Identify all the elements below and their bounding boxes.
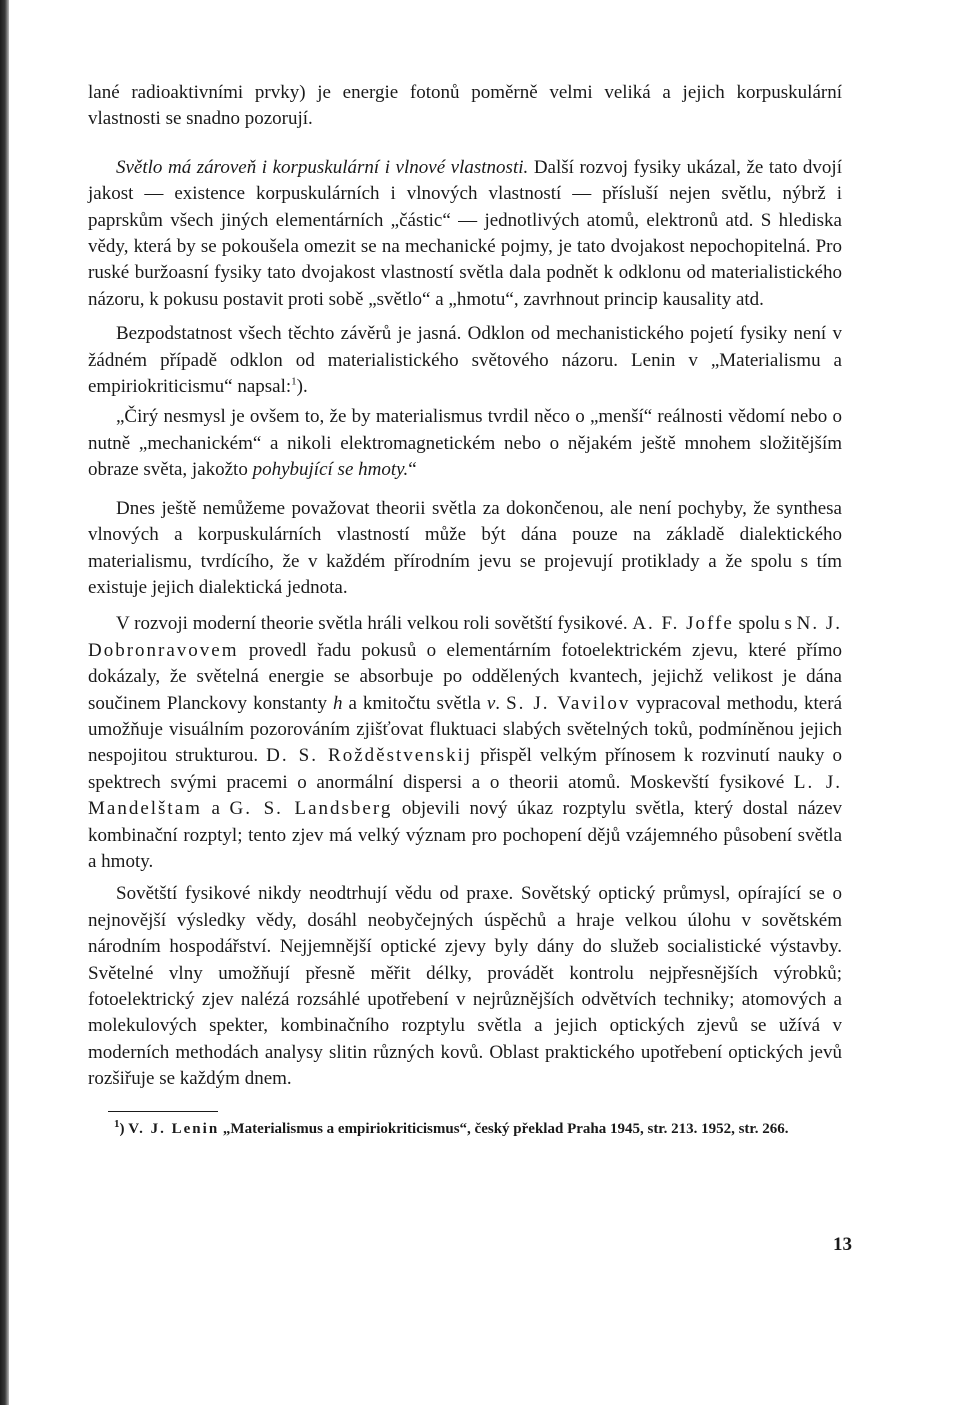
text-segment: a — [201, 798, 230, 820]
text-segment: ν — [486, 692, 496, 714]
text-segment: G. S. Landsberg — [229, 798, 393, 820]
paragraph-soviet-physicists — [88, 611, 842, 875]
paragraph-continuation — [88, 80, 842, 133]
text-segment: a kmitočtu světla — [342, 692, 487, 714]
text-segment: provedl řadu pokusů o elementárním fotoelektrickém zjevu, které přímo dokázaly, že světelná energie se absorbuje po oddělených kvantech, jejichž velikost je dána součinem Planckovy konstanty — [88, 639, 842, 714]
paragraph-theory-today — [88, 496, 842, 602]
text-segment: lané radioaktivními prvky) je energie fotonů poměrně velmi veliká a jejich korpuskulární vlastnosti se snadno pozorují. — [88, 82, 842, 130]
text-segment: 1 — [114, 1117, 120, 1130]
text-segment: objevili nový úkaz rozptylu světla, který dostal název kombinační rozptyl; tento zjev má velký význam pro pochopení dějů vzájemného působení světla a hmoty. — [88, 798, 843, 872]
text-segment: . — [495, 692, 507, 714]
text-segment: h — [332, 692, 343, 714]
footnote — [88, 1118, 842, 1140]
text-segment: Bezpodstatnost všech těchto závěrů je jasná. Odklon od mechanistického pojetí fysiky není v žádném případě odklon od materialistického světového názoru. Lenin v „Materialismu a empiriokriticismu“ napsal: — [88, 323, 842, 398]
text-segment: S. J. Vavilov — [506, 692, 631, 714]
text-segment: „Čirý nesmysl je ovšem to, že by materialismus tvrdil něco o „menší“ reálnosti vědomí nebo o nutně „mechanickém“ a nikoli elektromagnetickém nebo o nějakém ještě mnohem složitějším obraze světa, jakožto — [88, 406, 842, 481]
text-segment: Světlo má zároveň i korpuskulární i vlnové vlastnosti. — [116, 156, 529, 178]
book-page — [88, 80, 842, 1140]
paragraph-lenin-quote — [88, 404, 842, 483]
text-segment: přispěl velkým přínosem k rozvinutí nauky o spektrech svými pracemi o anormální dispersi a o theorii atomů. Moskevští fysikové — [88, 745, 842, 793]
text-segment: L. J. Mandelštam — [88, 771, 843, 820]
text-segment: „Materialismus a empiriokriticismus“, český překlad Praha 1945, str. 213. 1952, str. 266. — [219, 1120, 789, 1137]
text-segment: V. J. Lenin — [128, 1120, 220, 1137]
scan-binding-edge — [0, 0, 9, 1405]
text-segment: A. F. Joffe — [632, 613, 734, 635]
paragraph-practice — [88, 881, 842, 1092]
text-segment: “ — [408, 459, 417, 481]
text-segment: vypracoval methodu, která umožňuje visuálním pozorováním zjišťovat fluktuaci slabých světelných toků, podmíněnou jejich nespojitou strukturou. — [88, 692, 842, 767]
text-segment: 1 — [291, 375, 297, 388]
text-segment: pohybující se hmoty. — [252, 459, 409, 481]
text-segment: Sovětští fysikové nikdy neodtrhují vědu od praxe. Sovětský optický průmysl, opírající se o nejnovější výsledky vědy, dosáhl neobyčejných úspěchů a hraje velkou úlohu v sovětském národním hospodářství. Nejjemnější optické zjevy byly dány do služeb socialistické výstavby. Světelné vlny umožňují přesně měřit délky, provádět kontrolu nejpřesnějších výrobků; fotoelektrický zjev nalézá rozsáhlé upotřebení v nejrůznějších odvětvích techniky; atomových a molekulových spekter, kombinačního rozptylu světla a jejich optických zjevů se užívá v moderních methodách analysy slitin různých kovů. Oblast praktického upotřebení optických jevů rozšiřuje se každým dnem. — [88, 883, 842, 1090]
text-segment: Dnes ještě nemůžeme považovat theorii světla za dokončenou, ale není pochyby, že synthesa vlnových a korpuskulárních vlastností může být dána pouze na základě dialektického materialismu, tvrdícího, že v každém přírodním jevu se projevují protiklady a že spolu s tím existuje jejich dialektická jednota. — [88, 497, 842, 598]
text-segment: spolu s — [733, 613, 797, 635]
text-segment: ) — [119, 1120, 129, 1137]
text-segment: ). — [296, 376, 308, 398]
text-segment: V rozvoji moderní theorie světla hráli velkou roli sovětští fysikové. — [116, 613, 633, 635]
text-segment: N. J. Dobronravovem — [88, 613, 842, 661]
paragraph-conclusions — [88, 321, 842, 400]
paragraph-light-duality — [88, 155, 842, 313]
page-number: 13 — [833, 1234, 852, 1255]
footnote-divider — [108, 1111, 218, 1112]
text-segment: D. S. Rožděstvenskij — [266, 745, 473, 767]
text-segment: Další rozvoj fysiky ukázal, že tato dvojí jakost — existence korpuskulárních i vlnových vlastností — přísluší nejen světlu, nýbrž i paprskům všech jiných elementárních „částic“ — jednotlivých atomů, elektronů atd. S hlediska vědy, která by se pokoušela omezit se na mechanické pojmy, je tato dvojakost nepochopitelná. Pro ruské buržoasní fysiky tato dvojakost vlastností světla dala podnět k odklonu od materialistického názoru, k pokusu postavit proti sobě „světlo“ a „hmotu“, zavrhnout princip kausality atd. — [88, 156, 842, 310]
